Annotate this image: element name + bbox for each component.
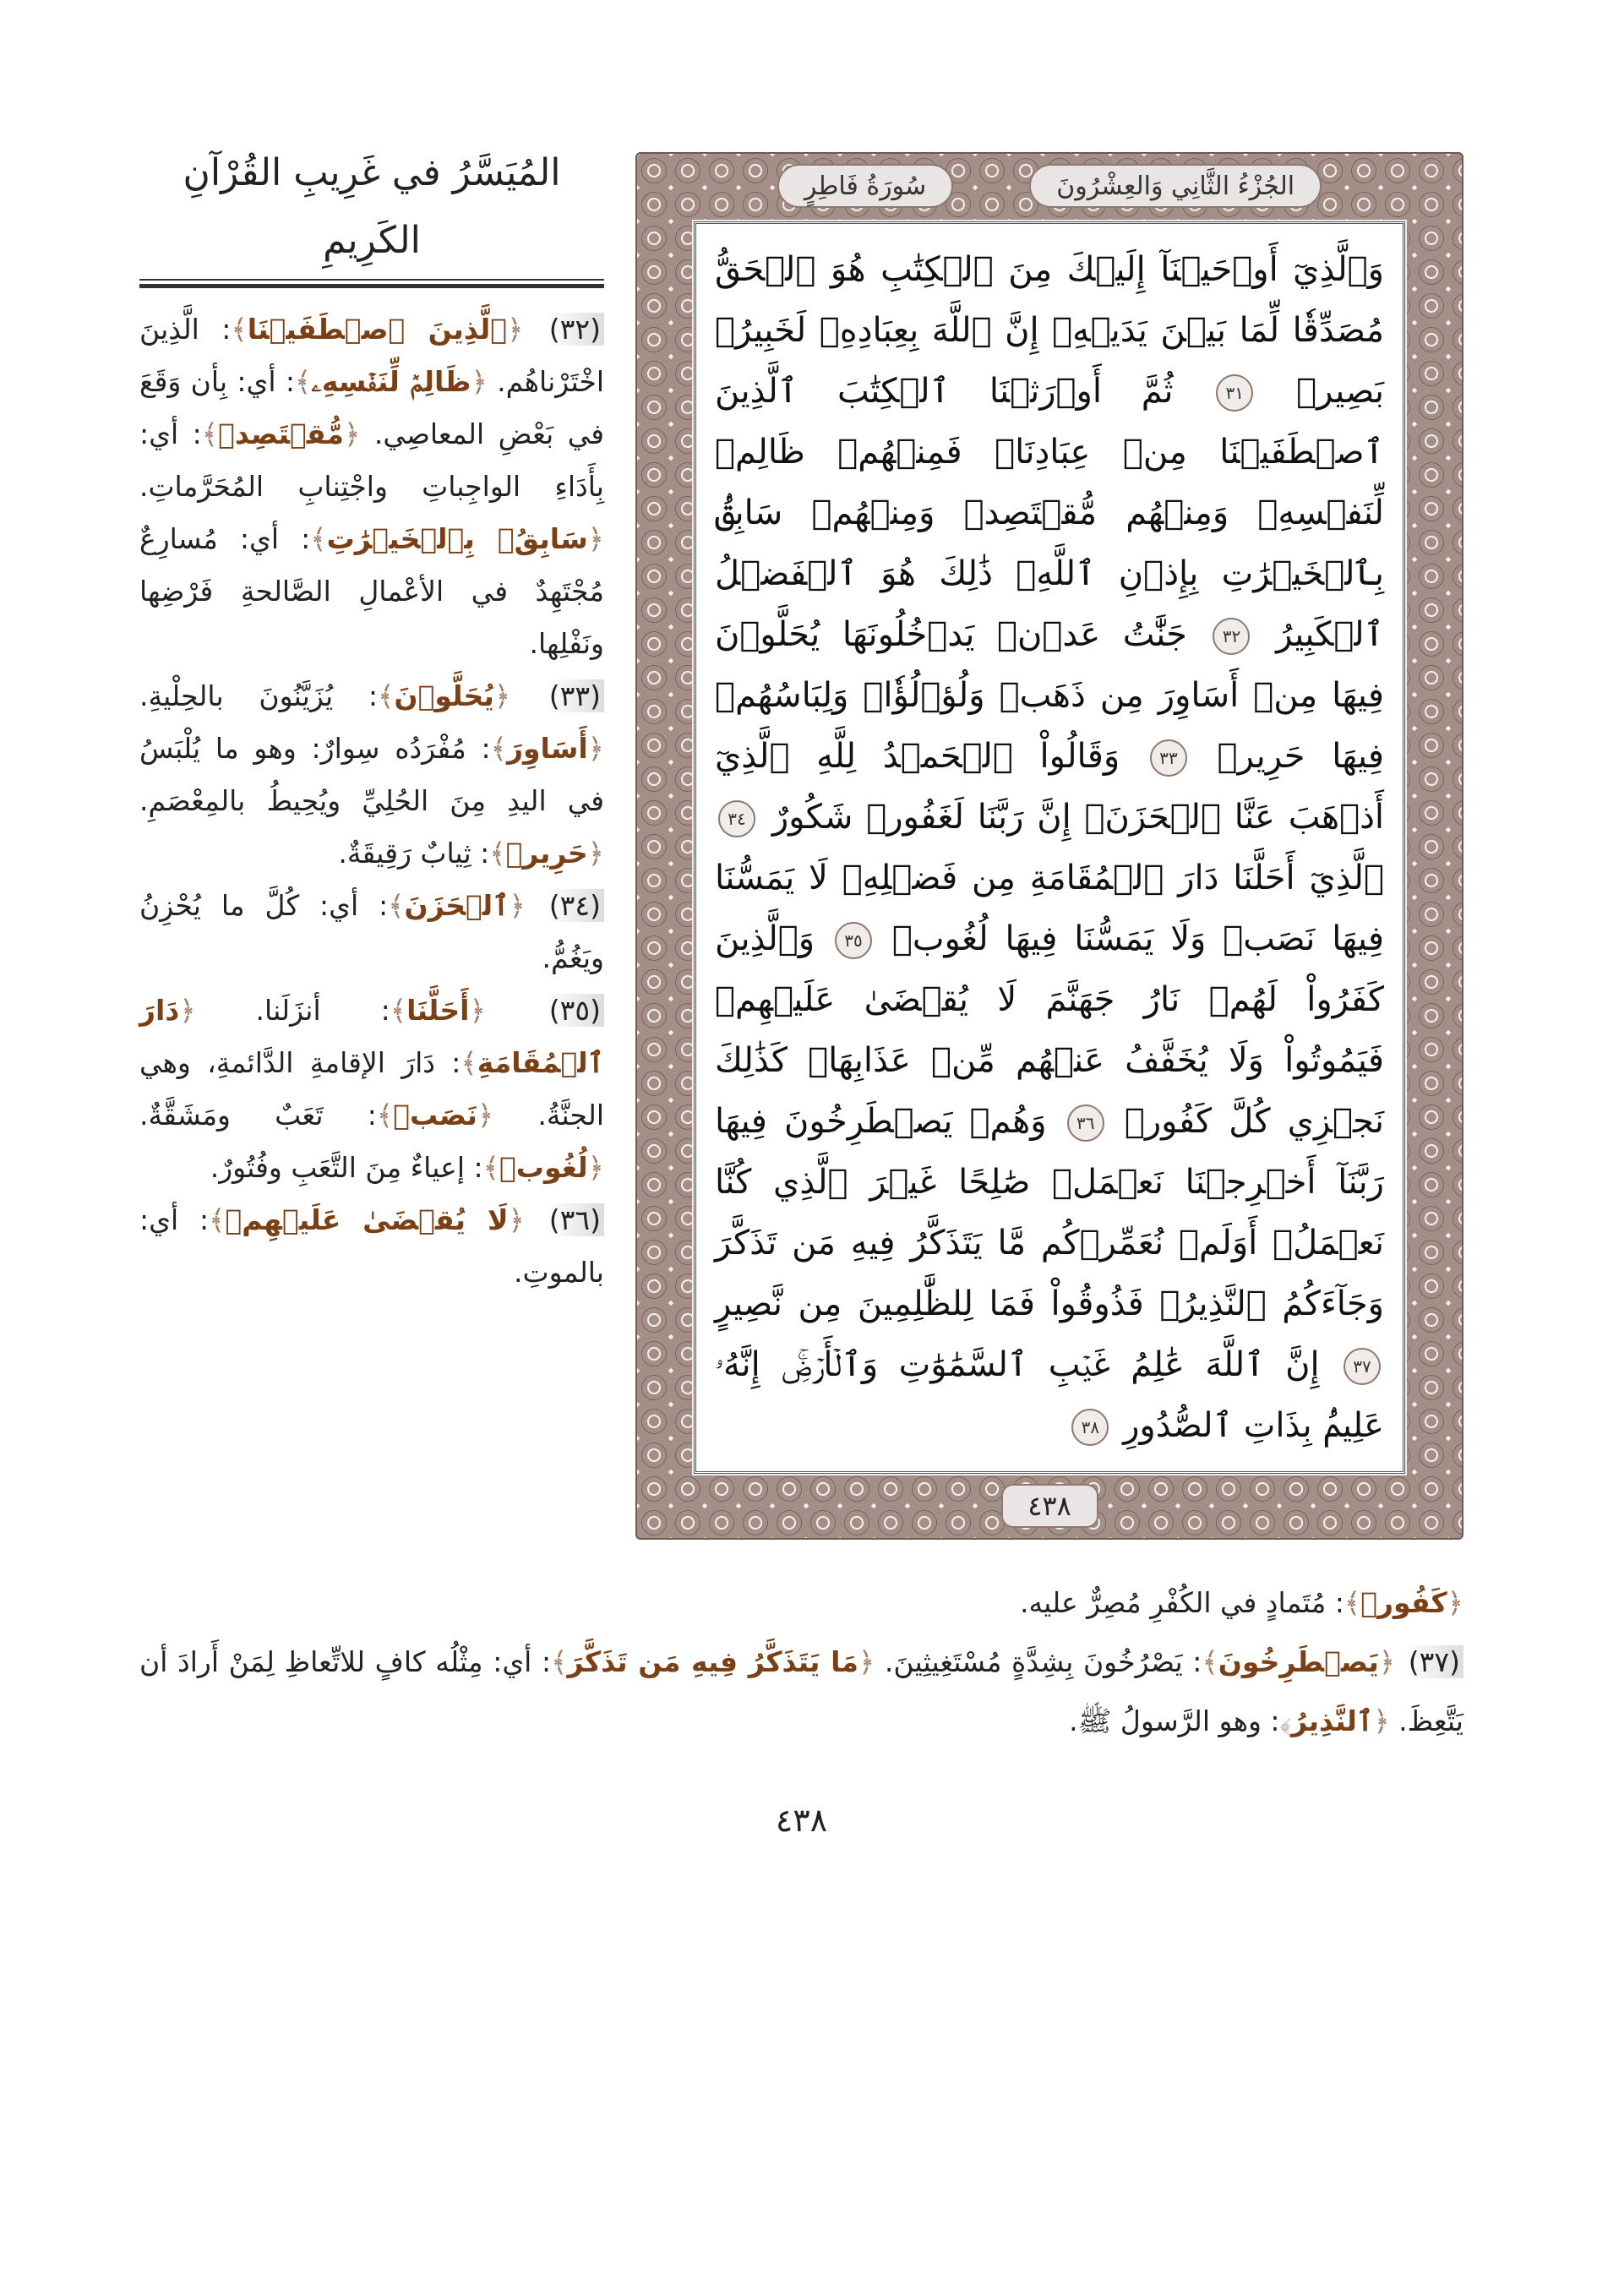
ayah-number-marker: ٣٨: [1071, 1409, 1109, 1446]
bracket-open: ﴿: [1378, 1645, 1396, 1678]
ayah-number-marker: ٣١: [1216, 374, 1253, 412]
vocabulary-entry: [139, 303, 604, 670]
bracket-open: ﴿: [587, 1151, 604, 1184]
quran-text: ٱلۡفَضۡلُ ٱلۡكَبِيرُ: [715, 554, 1384, 654]
quran-text: ثُمَّ أَوۡرَثۡنَا ٱلۡكِتَٰبَ: [837, 372, 1174, 411]
top-row: [139, 139, 1463, 1540]
sidebar-column: [139, 139, 604, 1299]
bracket-close: ﴾: [376, 1099, 394, 1132]
vocabulary-entry: [139, 670, 604, 880]
definition-text: : الَّذِينَ اخْتَرْناهُم.: [139, 313, 605, 398]
page: [139, 0, 1463, 1839]
keyword-text: أَسَاوِرَ: [506, 732, 588, 765]
bracket-open: ﴿: [1447, 1586, 1463, 1619]
vocabulary-entry: [139, 1573, 1463, 1633]
page-footer-number: ٤٣٨: [775, 1802, 828, 1839]
keyword: [231, 313, 523, 346]
quran-text: جَنَّٰتُ عَدۡنٖ يَدۡخُلُونَهَا يُحَلَّوۡنَ: [715, 615, 1187, 654]
bracket-close: ﴾: [378, 679, 395, 712]
keyword-text: سَابِقُۢ بِٱلۡخَيۡرَٰتِ: [326, 522, 588, 555]
bracket-close: ﴾: [209, 1203, 226, 1236]
quran-text: شَكُورٌ: [771, 798, 853, 837]
quran-text: ٱلَّذِينَ ٱصۡطَفَيۡنَا مِنۡ عِبَادِنَاۖ فَمِنۡهُمۡ ظَالِمٞ لِّنَفۡسِهِۦ وَمِنۡهُم: [715, 372, 1384, 532]
verse-number: (٣٧): [1405, 1645, 1463, 1678]
quran-text: نَارُ جَهَنَّمَ لَا يُقۡضَىٰ عَلَيۡهِمۡ فَيَمُوتُواْ وَلَا يُخَفَّفُ عَنۡهُم مِّنۡ: [715, 980, 1384, 1080]
quran-text: ٱلَّذِيٓ أَحَلَّنَا دَارَ ٱلۡمُقَامَةِ مِن فَضۡلِهِۦ لَا يَمَسُّنَا: [715, 859, 1384, 897]
keyword: [489, 837, 604, 870]
bracket-close: ﴾: [294, 365, 312, 398]
definition-text: : يَصْرُخُونَ بِشِدَّةٍ مُسْتَغِيثِينَ.: [875, 1645, 1202, 1678]
page-number-row: [637, 1484, 1462, 1528]
definition-text: : تَعَبٌ ومَشَقَّةٌ.: [139, 1099, 377, 1132]
definition-text: : مُفْرَدُه سِوارٌ: وهو ما يُلْبَسُ في اليدِ مِنَ الحُلِيِّ ويُحِيطُ بالمِعْصَمِ.: [139, 732, 604, 817]
ayah-number-marker: ٣٤: [718, 800, 755, 837]
quran-text: وَقَالُواْ ٱلۡحَمۡدُ لِلَّهِ ٱلَّذِيٓ أَذۡهَبَ عَنَّا ٱلۡحَزَنَۖ إِنَّ رَبَّنَا لَغَفُورٞ: [715, 737, 1385, 837]
bracket-open: ﴿: [179, 994, 196, 1027]
verse-number: (٣٤): [546, 889, 604, 922]
keyword-text: كَفُورٖ: [1360, 1586, 1447, 1619]
ayah-number-marker: ٣٥: [835, 922, 872, 959]
bracket-close: ﴾: [461, 1046, 477, 1079]
verse-number: (٣٣): [546, 679, 604, 712]
bracket-close: ﴾: [388, 889, 405, 922]
vocabulary-entry: [139, 984, 604, 1194]
quran-text: وَهُمۡ يَصۡطَرِخُونَ: [783, 1102, 1047, 1141]
bracket-close: ﴾: [390, 994, 407, 1027]
definition-text: : أي: بِأن وَقَعَ في بَعْضِ المعاصِي.: [139, 365, 604, 450]
quran-text: غَيۡبِ ٱلسَّمَٰوَٰتِ وَٱلۡأَرۡضِۚ إِنَّهُۥ عَلِيمُۢ بِذَاتِ ٱلصُّدُورِ: [715, 1345, 1384, 1445]
bracket-close: ﴾: [1344, 1586, 1361, 1619]
keyword-text: ظَالِمٞ لِّنَفۡسِهِۦ: [311, 365, 471, 398]
quran-text: وَٱلَّذِيٓ أَوۡحَيۡنَآ إِلَيۡكَ مِنَ ٱلۡكِتَٰبِ هُوَ ٱلۡحَقُّ مُصَدِّقٗا لِّمَا بَيۡنَ: [715, 250, 1385, 350]
quran-text: وَٱلَّذِينَ كَفَرُواْ لَهُمۡ: [715, 919, 1385, 1019]
keyword-text: لُغُوبٞ: [499, 1151, 588, 1184]
quran-text-area: [694, 221, 1405, 1474]
keyword: [1202, 1645, 1395, 1678]
keyword: [1280, 1704, 1390, 1737]
verse-number: (٣٢): [546, 313, 604, 346]
quran-text: أَوَلَمۡ نُعَمِّرۡكُم مَّا يَتَذَكَّرُ فِيهِ مَن تَذَكَّرَ وَجَآءَكُمُ ٱلنَّذِيرُۖ: [715, 1224, 1384, 1323]
ayah-number-marker: ٣٢: [1213, 618, 1250, 655]
bracket-open: ﴿: [858, 1645, 875, 1678]
bracket-open: ﴿: [587, 522, 604, 555]
keyword: [202, 417, 361, 450]
keyword-text: يُحَلَّوۡنَ: [394, 679, 494, 712]
bracket-open: ﴿: [469, 994, 486, 1027]
definition-text: : أي: بِأَدَاءِ الواجِباتِ واجْتِنابِ المُحَرَّماتِ.: [139, 417, 604, 503]
bracket-open: ﴿: [587, 837, 604, 870]
vocabulary-entry: [139, 880, 604, 984]
quran-text: إِنَّ ٱللَّهَ عَٰلِمُ: [1131, 1345, 1320, 1384]
title-divider: [139, 279, 604, 281]
keyword-text: لَا يُقۡضَىٰ عَلَيۡهِمۡ: [225, 1203, 509, 1236]
bracket-close: ﴾: [201, 417, 219, 450]
bracket-close: ﴾: [490, 732, 507, 765]
verse-number: (٣٥): [546, 994, 604, 1027]
definition-text: : أي: مُسارِعٌ مُجْتَهِدٌ في الأعْمالِ الصَّالحةِ فَرْضِها ونَفْلِها.: [139, 522, 604, 660]
keyword-text: ٱلنَّذِيرُ: [1291, 1704, 1374, 1737]
definition-text: : أنزَلَنا.: [195, 994, 390, 1027]
keyword-text: نَصَبٞ: [393, 1099, 477, 1132]
bracket-close: ﴾: [489, 837, 506, 870]
quran-text: فِيهَا نَصَبٞ وَلَا يَمَسُّنَا فِيهَا لُغُوبٞ: [891, 919, 1385, 958]
bracket-close: ﴾: [482, 1151, 499, 1184]
bracket-close: ﴾: [1202, 1645, 1218, 1678]
vocabulary-entry: [139, 1194, 604, 1299]
quran-text: مُّقۡتَصِدٞ وَمِنۡهُمۡ سَابِقُۢ بِٱلۡخَيۡرَٰتِ بِإِذۡنِ ٱللَّهِۚ ذَٰلِكَ هُوَ: [715, 494, 1384, 593]
juz-label: الجُزْءُ الثَّانِي وَالعِشْرُونَ: [1029, 164, 1322, 208]
bracket-close: ﴾: [231, 313, 248, 346]
definition-text: : أي: كُلَّ ما يُحْزِنُ ويَغُمُّ.: [139, 889, 604, 974]
mushaf-page-frame: [635, 152, 1463, 1540]
sidebar-title: المُيَسَّرُ في غَرِيبِ القُرْآنِ الكَرِيمِ: [183, 151, 561, 262]
definition-text: : دَارَ الإقامةِ الدَّائمةِ، وهي الجنَّةُ.: [139, 1046, 604, 1132]
keyword: [390, 994, 486, 1027]
keyword: [388, 889, 526, 922]
definition-text: : أي: مِثْلُه كافٍ للاتِّعاظِ لِمَنْ أَرادَ أن يَتَّعِظَ.: [139, 1645, 1463, 1737]
bracket-open: ﴿: [587, 732, 604, 765]
definition-text: : إعياءٌ مِنَ التَّعَبِ وفُتُورٌ.: [210, 1151, 483, 1184]
bracket-open: ﴿: [343, 417, 361, 450]
keyword: [483, 1151, 604, 1184]
bracket-open: ﴿: [471, 365, 488, 398]
keyword-text: ٱلَّذِينَ ٱصۡطَفَيۡنَا: [247, 313, 508, 346]
keyword: [1344, 1586, 1463, 1619]
quran-text: عَذَابِهَاۚ كَذَٰلِكَ نَجۡزِي كُلَّ كَفُورٖ: [715, 1041, 1384, 1141]
keyword: [491, 732, 604, 765]
keyword: [551, 1645, 875, 1678]
keyword: [310, 522, 604, 555]
keyword-text: يَصۡطَرِخُونَ: [1218, 1645, 1379, 1678]
vocabulary-notes: [139, 1573, 1463, 1751]
vocabulary-sidebar: [139, 303, 604, 1299]
quran-text: فَذُوقُواْ فَمَا لِلظَّٰلِمِينَ مِن نَّصِيرٍ: [715, 1284, 1144, 1323]
keyword-text: دَارَ ٱلۡمُقَامَةِ: [139, 994, 604, 1079]
quran-text: يَدَيۡهِۗ إِنَّ ٱللَّهَ بِعِبَادِهِۦ لَخَبِيرُۢ بَصِيرٞ: [715, 311, 1385, 411]
keyword-text: مَا يَتَذَكَّرُ فِيهِ مَن تَذَكَّرَ: [567, 1645, 858, 1678]
bracket-close: ﴾: [551, 1645, 568, 1678]
vocabulary-entry: [139, 1633, 1463, 1751]
ayah-number-marker: ٣٣: [1150, 739, 1187, 777]
bracket-open: ﴿: [477, 1099, 494, 1132]
bracket-open: ﴿: [493, 679, 511, 712]
bracket-open: ﴿: [509, 889, 526, 922]
bracket-close: ﴾: [310, 522, 327, 555]
keyword-text: مُّقۡتَصِدٞ: [218, 417, 344, 450]
verse-number: (٣٦): [546, 1203, 604, 1236]
keyword-text: أَحَلَّنَا: [406, 994, 470, 1027]
definition-text: : مُتَمادٍ في الكُفْرِ مُصِرٌّ عليه.: [1019, 1586, 1344, 1619]
frame-header: [637, 162, 1462, 210]
mushaf-page-number: ٤٣٨: [1001, 1484, 1098, 1528]
bracket-open: ﴿: [1373, 1704, 1390, 1737]
bracket-open: ﴿: [507, 313, 524, 346]
keyword: [295, 365, 488, 398]
bracket-close: ﴾: [1279, 1704, 1292, 1737]
definition-text: : وهو الرَّسولُ ﷺ.: [1069, 1704, 1280, 1737]
quran-text: فِيهَا رَبَّنَآ أَخۡرِجۡنَا نَعۡمَلۡ صَٰلِحًا غَيۡرَ ٱلَّذِي كُنَّا نَعۡمَلُۚ: [715, 1102, 1384, 1263]
keyword: [378, 679, 510, 712]
surah-label: سُورَةُ فَاطِرٍ: [777, 164, 953, 208]
ayah-number-marker: ٣٦: [1067, 1104, 1104, 1142]
quran-text: فِيهَا مِنۡ أَسَاوِرَ مِن ذَهَبٖ وَلُؤۡلُؤٗاۖ وَلِبَاسُهُمۡ فِيهَا حَرِيرٞ: [715, 676, 1385, 776]
keyword-text: ٱلۡحَزَنَ: [404, 889, 510, 922]
definition-text: : ثِيابٌ رَقِيقَةٌ.: [338, 837, 490, 870]
definition-text: : أي: بالموتِ.: [139, 1203, 604, 1289]
ayah-number-marker: ٣٧: [1344, 1348, 1381, 1385]
bracket-open: ﴿: [508, 1203, 525, 1236]
definition-text: : يُزَيَّنُونَ بالحِلْيةِ.: [139, 679, 379, 712]
keyword: [377, 1099, 493, 1132]
keyword-text: حَرِيرٞ: [505, 837, 588, 870]
keyword: [209, 1203, 525, 1236]
title-divider-thick: [139, 284, 604, 288]
